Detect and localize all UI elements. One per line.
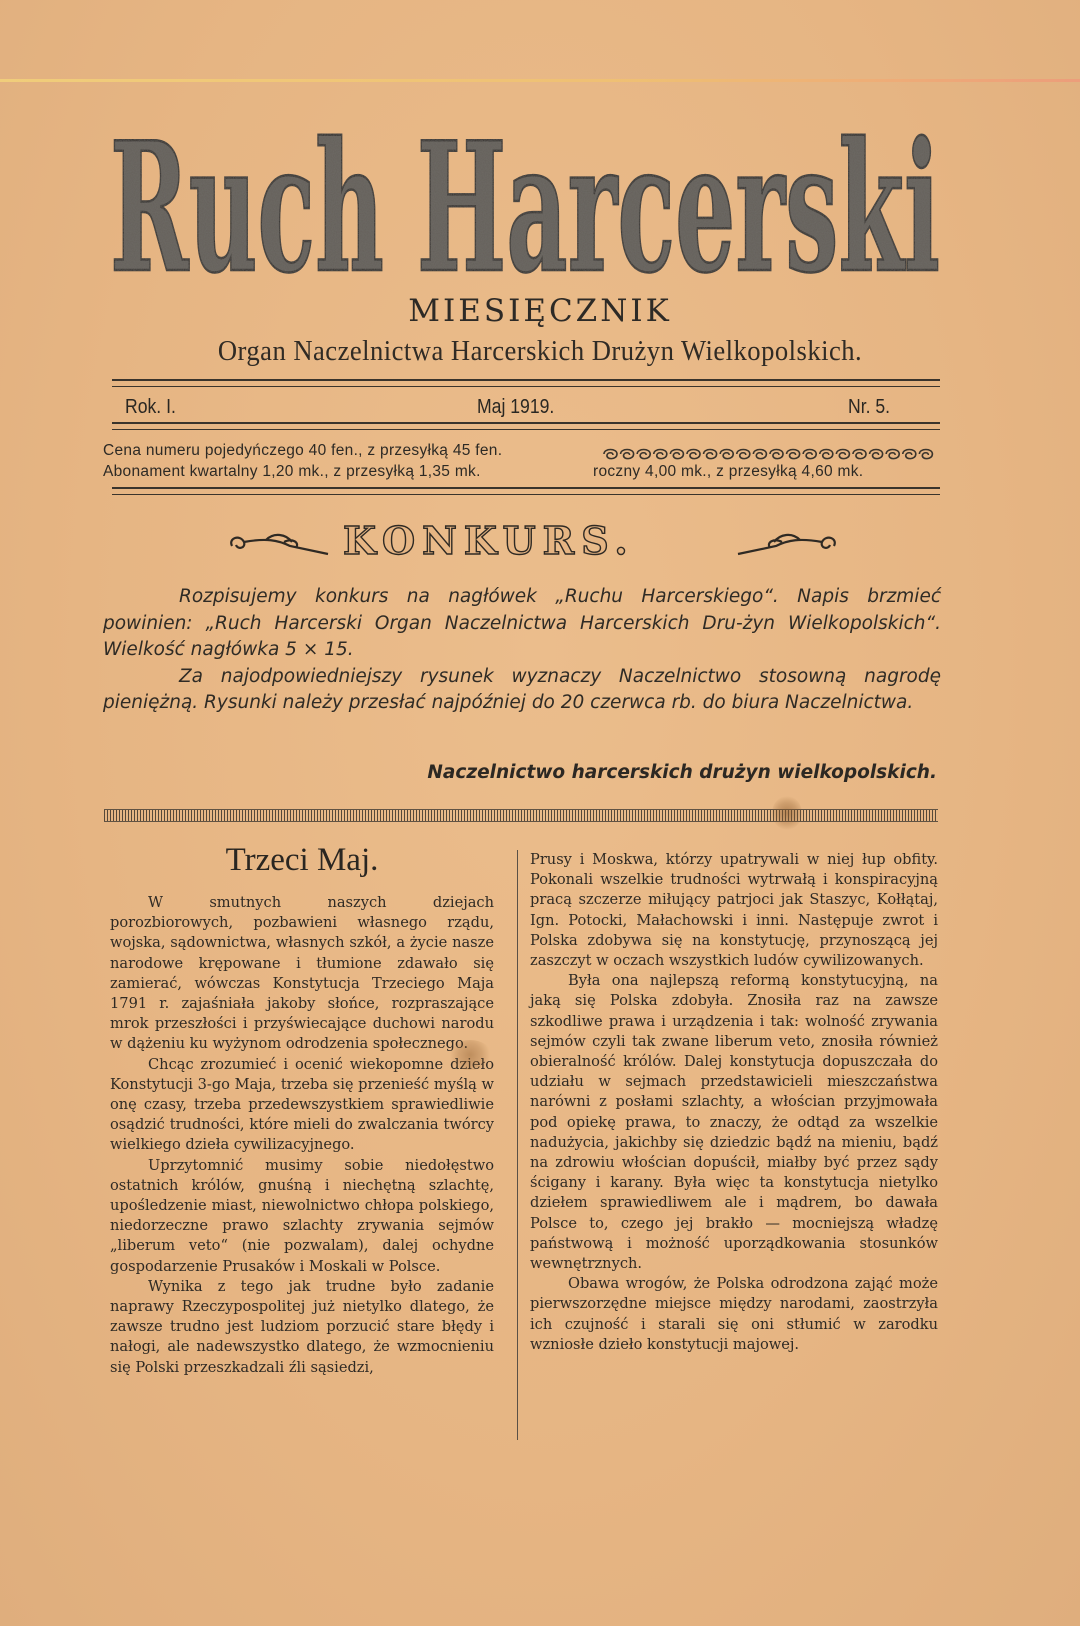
price-yearly: roczny 4,00 mk., z przesyłką 4,60 mk. (593, 463, 864, 480)
wave-ornament (637, 450, 650, 459)
article-paragraph: Chcąc zrozumieć i ocenić wiekopomne dzieło Konstytucji 3-go Maja, trzeba się przenieść myślą w onę czasy, trzeba przedewszystkiem sprawiedliwie osądzić trudności, które mieli do zwalczania twórcy wielkiego dzieła cywilizacyjnego. (110, 1055, 494, 1154)
masthead-logo (100, 98, 950, 288)
wave-ornament (737, 450, 750, 459)
masthead-title (100, 98, 950, 288)
price-subscription-row (103, 463, 953, 481)
contest-heading (0, 518, 1080, 566)
wave-ornament (870, 450, 883, 459)
wave-ornament (787, 450, 800, 459)
flourish-right-icon (730, 528, 840, 560)
article-left-column (110, 893, 494, 1378)
article-paragraph: Uprzytomnić musimy sobie niedołęstwo ostatnich królów, gnuśną i niechętną szlachtę, upośledzenie miast, niewolnictwo chłopa polskiego, niedorzeczne prawo szlachty zrywania sejmów „liberum veto“ (nie pozwalam), dalej ochydne gospodarzenie Prusaków i Moskali w Polsce. (110, 1156, 494, 1275)
ink-stain (772, 796, 802, 830)
issue-info-row (125, 396, 925, 422)
contest-title: KONKURS. (343, 518, 635, 563)
wave-ornament (621, 450, 634, 459)
wave-ornament (720, 450, 733, 459)
wave-ornament (770, 450, 783, 459)
article-title: Trzeci Maj. (225, 842, 379, 878)
wave-ornament (753, 450, 766, 459)
column-divider (517, 850, 518, 1440)
wave-ornament (803, 450, 816, 459)
wave-ornament (853, 450, 866, 459)
hatched-separator (104, 809, 938, 822)
article-paragraph: Wynika z tego jak trudne było zadanie naprawy Rzeczypospolitej już nietylko dlatego, że zawsze trudno jest ludziom porzucić stare błędy i nałogi, ale nadewszystko dlatego, że wzmocnieniu się Polski przeszkadzali źli sąsiedzi, (110, 1277, 494, 1376)
price-quarterly: Abonament kwartalny 1,20 mk., z przesyłką 1,35 mk. (103, 463, 481, 480)
flourish-left-icon (226, 528, 336, 560)
article-paragraph: Prusy i Moskwa, którzy upatrywali w niej łup obfity. Pokonali wszelkie trudności wytrwałą i konspiracyjną pracą szczerze miłujący patrjoci jak Staszyc, Kołłątaj, Ign. Potocki, Małachowski i inni. Następuje zwrot i Polska zdobywa się na konstytucję, przynoszącą jej zaszczyt w oczach wszystkich ludów cywilizowanych. (530, 851, 938, 970)
issue-date: Maj 1919. (477, 396, 555, 418)
article-paragraph: Obawa wrogów, że Polska odrodzona zająć może pierwszorzędne miejsce między narodami, zaostrzyła ich czujność i starali się oni stłumić w zarodku wzniosłe dzieło konstytucji majowej. (530, 1275, 938, 1353)
wave-ornament (604, 450, 617, 459)
publication-frequency: MIESIĘCZNIK (408, 293, 672, 329)
ink-stain (448, 1040, 492, 1070)
double-rule-middle (112, 422, 940, 430)
issue-year: Rok. I. (125, 396, 176, 418)
issue-number: Nr. 5. (848, 396, 891, 418)
wave-ornament (654, 450, 667, 459)
article-right-column (530, 850, 938, 1355)
contest-paragraph: Za najodpowiedniejszy rysunek wyznaczy Naczelnictwo stosowną nagrodę pieniężną. Rysunki należy przesłać najpóźniej do 20 czerwca rb. do biura Naczelnictwa. (103, 665, 941, 713)
article-paragraph: W smutnych naszych dziejach porozbiorowych, pozbawieni własnego rządu, wojska, sądownictwa, własnych szkół, a życie nasze narodowe krępowane i tłumione zdawało się zamierać, wówczas Konstytucja Trzeciego Maja 1791 r. zajaśniała jakoby słońce, rozpraszające mrok przeszłości i przyświecające duchowi narodu w dążeniu ku wyżynom odrodzenia społecznego. (110, 894, 494, 1053)
wave-ornament (670, 450, 683, 459)
paper-edge-stripe (0, 79, 1080, 82)
contest-signature: Naczelnictwo harcerskich drużyn wielkopolskich. (427, 762, 937, 783)
wave-ornament (704, 450, 717, 459)
double-rule-top (112, 379, 940, 387)
masthead-title-text: Ruch Harcerski (110, 103, 940, 288)
price-single-issue: Cena numeru pojedyńczego 40 fen., z przesyłką 45 fen. (103, 442, 503, 459)
wave-ornament (903, 450, 916, 459)
wave-ornament (820, 450, 833, 459)
publication-subtitle: Organ Naczelnictwa Harcerskich Drużyn Wielkopolskich. (217, 336, 863, 367)
wave-ornament (687, 450, 700, 459)
ornamental-wave-border (602, 446, 938, 462)
contest-paragraph: Rozpisujemy konkurs na nagłówek „Ruchu Harcerskiego“. Napis brzmieć powinien: „Ruch Harcerski Organ Naczelnictwa Harcerskich Dru-żyn Wielkopolskich“. Wielkość nagłówka 5 × 15. (103, 586, 941, 660)
wave-ornament (836, 450, 849, 459)
wave-ornament (919, 450, 932, 459)
article-paragraph: Była ona najlepszą reformą konstytucyjną, na jaką się Polska zdobyła. Znosiła raz na zawsze szkodliwe prawa i urządzenia i tak: wolność zrywania sejmów czyli tak zwane liberum veto, znosiła również obieralność królów. Dalej konstytucja dopuszczała do udziału w sejmach przedstawicieli mieszczaństwa narówni z posłami szlachty, a włościan przyjmowała pod opiekę prawa, to znaczy, że odtąd za wszelkie nadużycia, jakichby się dziedzic bądź na mieniu, bądź na zdrowiu włościan dopuścił, miałby być przez sądy ścigany i karany. Była więc ta konstytucja nietylko dziełem sprawiedliwem ale i mądrem, bo dawała Polsce to, czego jej brakło — mocniejszą władzę państwową i możność uporządkowania stosunków wewnętrznych. (530, 972, 938, 1273)
contest-body (103, 584, 941, 717)
double-rule-bottom (112, 487, 940, 495)
wave-ornament (886, 450, 899, 459)
